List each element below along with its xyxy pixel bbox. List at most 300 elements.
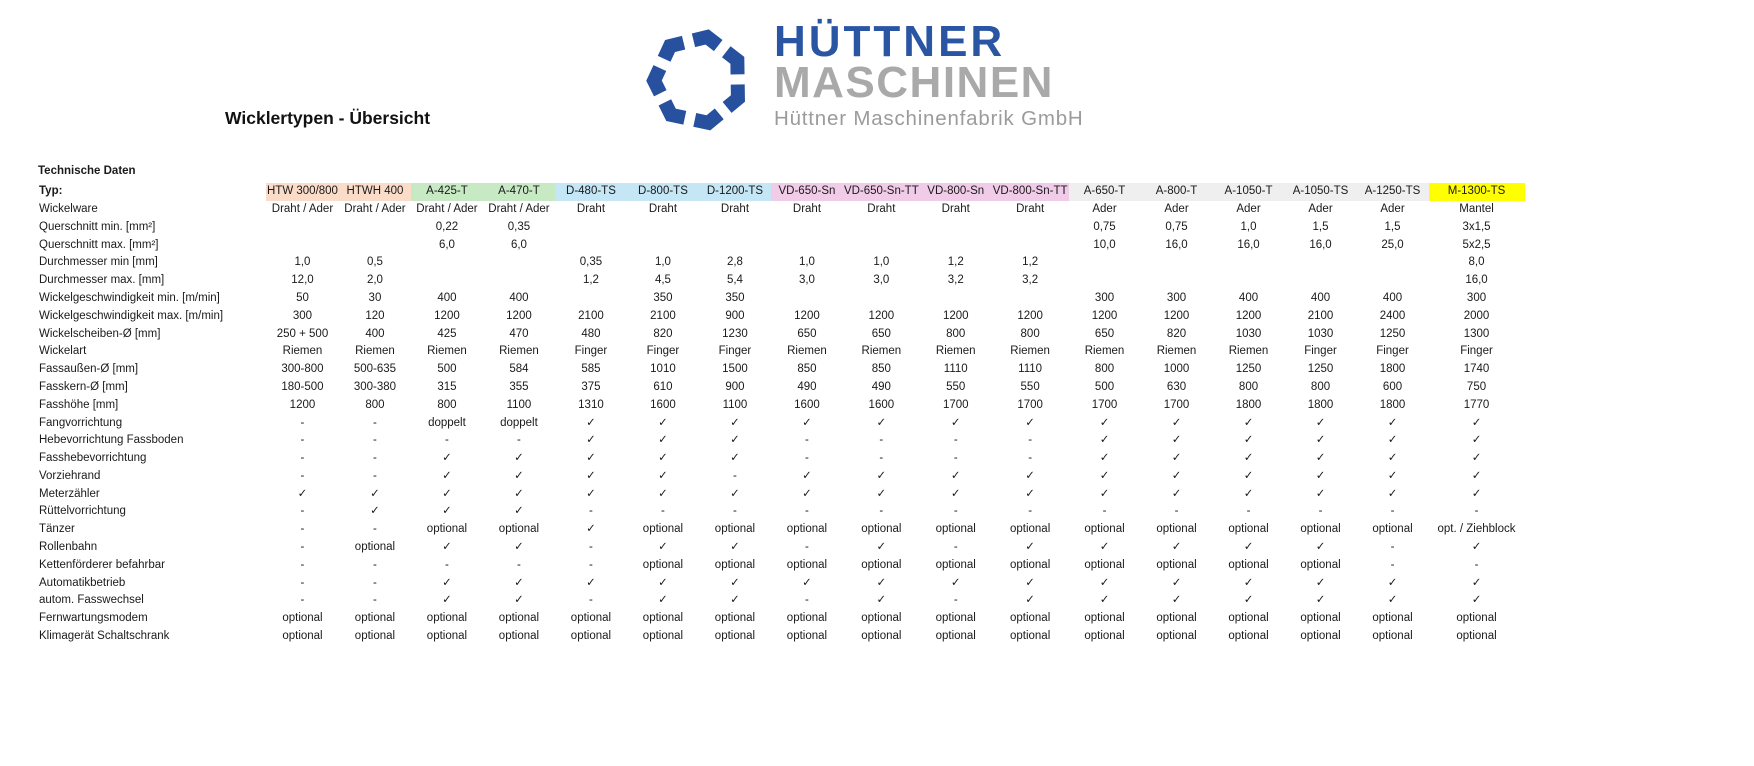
spec-cell: optional: [714, 612, 756, 625]
spec-cell: ✓: [1243, 469, 1254, 482]
spec-cell: 800: [1094, 363, 1115, 376]
column-header-vd-650-sn-tt: VD-650-Sn-TT: [843, 183, 920, 201]
spec-cell: 1,0: [294, 256, 311, 269]
spec-cell: ✓: [1171, 434, 1182, 447]
spec-cell: 470: [509, 327, 529, 340]
spec-cell: ✓: [1025, 487, 1035, 500]
column-header-m-1300-ts: M-1300-TS: [1429, 183, 1525, 201]
spec-cell: 550: [946, 380, 966, 393]
spec-cell: -: [300, 523, 305, 536]
column-header-vd-800-sn: VD-800-Sn: [920, 183, 992, 201]
spec-cell: optional: [642, 612, 684, 625]
spec-cell: Draht / Ader: [488, 202, 550, 215]
spec-cell: ✓: [658, 487, 668, 500]
spec-cell: 1110: [1018, 363, 1043, 376]
spec-cell: 400: [1382, 291, 1403, 304]
spec-cell: optional: [786, 612, 828, 625]
spec-cell: 6,0: [438, 238, 455, 251]
spec-cell: optional: [354, 630, 396, 643]
spec-cell: 1030: [1307, 327, 1334, 340]
spec-cell: ✓: [1243, 576, 1254, 589]
spec-cell: [627, 236, 699, 254]
spec-cell: 800: [365, 398, 385, 411]
spec-cell: -: [589, 541, 593, 554]
spec-cell: ✓: [442, 541, 452, 554]
spec-cell: ✓: [876, 416, 887, 429]
spec-cell: 0,75: [1165, 220, 1188, 233]
spec-cell: 800: [1238, 380, 1259, 393]
table-row-autom-fasswechsel: [38, 592, 1525, 610]
spec-cell: [992, 219, 1069, 237]
spec-cell: ✓: [1471, 416, 1482, 429]
spec-cell: -: [300, 558, 305, 571]
spec-cell: ✓: [297, 487, 308, 500]
spec-cell: 0,5: [366, 256, 383, 269]
spec-cell: ✓: [950, 469, 961, 482]
spec-cell: Riemen: [499, 345, 539, 358]
row-label: Wickelscheiben-Ø [mm]: [39, 327, 161, 340]
spec-cell: -: [300, 452, 305, 465]
spec-cell: ✓: [1171, 594, 1182, 607]
column-header-d-1200-ts: D-1200-TS: [699, 183, 771, 201]
spec-cell: Riemen: [1084, 345, 1125, 358]
spec-cell: Riemen: [861, 345, 902, 358]
spec-cell: 300: [1466, 291, 1487, 304]
spec-cell: -: [373, 523, 377, 536]
row-label: Durchmesser max. [mm]: [39, 274, 165, 287]
spec-cell: ✓: [1171, 469, 1182, 482]
table-row-fasskern-mm: [38, 379, 1525, 397]
logo-line2: MASCHINEN: [774, 58, 1054, 107]
spec-cell: 500-635: [353, 363, 397, 376]
spec-cell: Ader: [1380, 202, 1405, 215]
logo-text: [774, 17, 1084, 131]
spec-cell: -: [300, 434, 305, 447]
spec-cell: ✓: [442, 594, 452, 607]
spec-cell: optional: [935, 630, 976, 643]
spec-cell: -: [953, 541, 958, 554]
spec-cell: ✓: [1243, 434, 1254, 447]
spec-cell: ✓: [802, 469, 812, 482]
spec-cell: optional: [498, 523, 540, 536]
column-header-a-425-t: A-425-T: [411, 183, 483, 201]
spec-cell: [843, 219, 920, 237]
spec-cell: ✓: [442, 576, 452, 589]
spec-cell: -: [1028, 452, 1033, 465]
spec-cell: [1069, 272, 1141, 290]
spec-cell: -: [589, 505, 593, 518]
spec-cell: [555, 290, 627, 308]
spec-cell: 1,2: [582, 274, 599, 287]
spec-cell: 375: [581, 380, 601, 393]
spec-cell: 400: [1238, 291, 1259, 304]
spec-cell: ✓: [1099, 541, 1110, 554]
spec-cell: 2000: [1463, 309, 1490, 322]
spec-cell: ✓: [876, 594, 887, 607]
spec-cell: ✓: [1171, 416, 1182, 429]
spec-cell: ✓: [514, 541, 524, 554]
spec-cell: 5x2,5: [1462, 238, 1491, 251]
spec-cell: ✓: [730, 416, 740, 429]
spec-cell: optional: [1300, 558, 1341, 571]
spec-cell: ✓: [514, 594, 524, 607]
spec-cell: 800: [1310, 380, 1331, 393]
spec-cell: ✓: [586, 576, 596, 589]
spec-cell: ✓: [730, 487, 740, 500]
spec-cell: 12,0: [291, 274, 314, 287]
spec-cell: -: [879, 505, 884, 518]
page-title: Wicklertypen - Übersicht: [225, 108, 431, 128]
spec-cell: optional: [1372, 612, 1413, 625]
spec-cell: -: [373, 434, 377, 447]
spec-cell: -: [805, 452, 809, 465]
table-row-querschnitt-min-mm: [38, 219, 1525, 237]
table-row-r-ttelvorrichtung: [38, 503, 1525, 521]
spec-cell: 1310: [578, 398, 604, 411]
spec-cell: 16,0: [1309, 238, 1332, 251]
spec-cell: ✓: [802, 576, 812, 589]
spec-cell: 800: [1020, 327, 1040, 340]
table-row-querschnitt-max-mm: [38, 236, 1525, 254]
spec-cell: optional: [1009, 558, 1051, 571]
spec-cell: optional: [1009, 630, 1051, 643]
spec-cell: ✓: [1099, 576, 1110, 589]
spec-cell: 600: [1382, 380, 1403, 393]
spec-cell: 1200: [794, 309, 820, 322]
spec-cell: ✓: [1025, 416, 1035, 429]
spec-cell: ✓: [1387, 594, 1398, 607]
spec-cell: [266, 236, 339, 254]
table-row-wickelgeschwindigkeit-min-m-min: [38, 290, 1525, 308]
spec-cell: ✓: [1315, 576, 1326, 589]
table-row-fassh-he-mm: [38, 397, 1525, 415]
spec-cell: ✓: [514, 487, 524, 500]
spec-cell: 2,0: [366, 274, 383, 287]
spec-cell: ✓: [1025, 469, 1035, 482]
spec-cell: optional: [642, 523, 684, 536]
spec-cell: -: [445, 558, 449, 571]
spec-cell: Riemen: [935, 345, 976, 358]
spec-cell: -: [300, 576, 305, 589]
row-label: Wickelgeschwindigkeit max. [m/min]: [39, 309, 224, 322]
spec-cell: [483, 254, 555, 272]
spec-cell: 650: [871, 327, 891, 340]
spec-cell: 820: [653, 327, 673, 340]
spec-cell: [1141, 254, 1213, 272]
type-row-label: Typ:: [39, 185, 63, 198]
row-label: Fangvorrichtung: [39, 416, 123, 429]
spec-cell: 300: [1094, 291, 1115, 304]
spec-cell: 16,0: [1165, 238, 1188, 251]
spec-cell: 1600: [650, 398, 676, 411]
spec-cell: 1250: [1307, 363, 1334, 376]
spec-cell: optional: [1084, 558, 1125, 571]
spec-cell: ✓: [658, 541, 668, 554]
spec-cell: ✓: [1471, 434, 1482, 447]
spec-cell: 1250: [1235, 363, 1262, 376]
spec-cell: ✓: [514, 505, 524, 518]
spec-cell: optional: [426, 630, 468, 643]
column-header-a-1250-ts: A-1250-TS: [1357, 183, 1429, 201]
spec-cell: -: [805, 594, 809, 607]
spec-cell: optional: [1456, 612, 1497, 625]
spec-cell: 850: [871, 363, 891, 376]
spec-cell: Finger: [1460, 345, 1493, 358]
spec-cell: ✓: [370, 505, 380, 518]
row-label: Wickelart: [39, 345, 87, 358]
spec-cell: 300: [1166, 291, 1187, 304]
spec-cell: ✓: [876, 541, 887, 554]
spec-cell: Mantel: [1459, 202, 1494, 215]
spec-cell: 1700: [942, 398, 969, 411]
row-label: Fernwartungsmodem: [39, 612, 148, 625]
spec-cell: ✓: [950, 576, 961, 589]
spec-cell: optional: [426, 612, 468, 625]
spec-cell: ✓: [1315, 416, 1326, 429]
spec-cell: optional: [935, 612, 976, 625]
spec-cell: -: [373, 594, 377, 607]
row-label: Automatikbetrieb: [39, 576, 126, 589]
table-row-meterz-hler: [38, 486, 1525, 504]
spec-cell: optional: [498, 612, 540, 625]
spec-cell: [627, 219, 699, 237]
spec-cell: ✓: [1315, 594, 1326, 607]
spec-cell: ✓: [658, 594, 668, 607]
spec-cell: optional: [1228, 612, 1269, 625]
spec-cell: -: [300, 505, 305, 518]
spec-cell: Draht / Ader: [271, 202, 334, 215]
spec-cell: 1600: [794, 398, 820, 411]
row-label: Hebevorrichtung Fassboden: [39, 434, 184, 447]
spec-cell: -: [1028, 505, 1033, 518]
spec-cell: Ader: [1164, 202, 1189, 215]
table-row-fassau-en-mm: [38, 361, 1525, 379]
row-label: autom. Fasswechsel: [39, 594, 144, 607]
spec-cell: ✓: [876, 469, 887, 482]
spec-cell: optional: [642, 558, 684, 571]
logo-tagline: Hüttner Maschinenfabrik GmbH: [774, 106, 1084, 130]
spec-cell: ✓: [950, 416, 961, 429]
table-row-rollenbahn: [38, 539, 1525, 557]
spec-cell: Draht: [792, 202, 822, 215]
spec-cell: 2100: [650, 309, 676, 322]
spec-cell: optional: [1372, 630, 1413, 643]
spec-cell: optional: [426, 523, 468, 536]
spec-cell: 900: [725, 380, 745, 393]
spec-cell: ✓: [658, 576, 668, 589]
spec-cell: Riemen: [427, 345, 467, 358]
spec-cell: -: [1474, 505, 1479, 518]
spec-cell: [1141, 272, 1213, 290]
spec-cell: -: [517, 558, 521, 571]
spec-cell: 400: [437, 291, 457, 304]
spec-cell: Riemen: [787, 345, 827, 358]
spec-cell: optional: [714, 523, 756, 536]
table-row-wickelart: [38, 343, 1525, 361]
company-logo: [642, 17, 1084, 140]
spec-cell: optional: [935, 523, 976, 536]
spec-cell: -: [805, 541, 809, 554]
spec-cell: [699, 236, 771, 254]
type-header-row: [38, 183, 1525, 201]
spec-cell: optional: [1156, 612, 1197, 625]
spec-cell: Draht / Ader: [416, 202, 478, 215]
spec-cell: -: [589, 558, 593, 571]
spec-cell: 490: [797, 380, 817, 393]
spec-cell: -: [1390, 541, 1395, 554]
spec-cell: [1213, 272, 1285, 290]
spec-cell: optional: [1228, 630, 1269, 643]
spec-cell: ✓: [586, 434, 596, 447]
spec-cell: -: [953, 594, 958, 607]
row-label: Meterzähler: [39, 487, 100, 500]
spec-cell: 750: [1466, 380, 1487, 393]
spec-cell: optional: [282, 612, 323, 625]
spec-cell: optional: [1300, 630, 1341, 643]
logo-knot-icon: [642, 20, 754, 140]
table-row-hebevorrichtung-fassboden: [38, 432, 1525, 450]
spec-cell: optional: [354, 541, 396, 554]
spec-cell: 6,0: [510, 238, 527, 251]
spec-cell: optional: [1156, 523, 1197, 536]
spec-cell: 2400: [1379, 309, 1406, 322]
spec-cell: Draht: [1016, 202, 1045, 215]
spec-cell: ✓: [1243, 487, 1254, 500]
table-row-klimager-t-schaltschrank: [38, 628, 1525, 646]
spec-cell: ✓: [1315, 487, 1326, 500]
spec-cell: opt. / Ziehblock: [1437, 523, 1516, 536]
spec-cell: ✓: [1471, 487, 1482, 500]
spec-cell: 1100: [506, 398, 532, 411]
spec-cell: 1,0: [1240, 220, 1257, 233]
spec-cell: -: [373, 452, 377, 465]
spec-cell: Ader: [1308, 202, 1333, 215]
spec-cell: Draht / Ader: [344, 202, 406, 215]
spec-cell: 610: [653, 380, 673, 393]
spec-cell: ✓: [658, 469, 668, 482]
spec-cell: 1800: [1379, 363, 1406, 376]
spec-cell: ✓: [1471, 594, 1482, 607]
spec-cell: ✓: [730, 434, 740, 447]
row-label: Rüttelvorrichtung: [39, 505, 126, 518]
spec-cell: ✓: [1315, 469, 1326, 482]
spec-cell: 1250: [1379, 327, 1406, 340]
spec-cell: 400: [1310, 291, 1331, 304]
spec-cell: 1200: [1017, 309, 1043, 322]
spec-cell: -: [373, 469, 377, 482]
spec-cell: ✓: [586, 487, 596, 500]
spec-cell: -: [300, 541, 305, 554]
spec-cell: Draht: [648, 202, 678, 215]
spec-cell: Draht: [867, 202, 896, 215]
spec-cell: [1285, 272, 1357, 290]
spec-cell: -: [733, 505, 737, 518]
spec-cell: 1700: [1091, 398, 1118, 411]
spec-cell: -: [1174, 505, 1179, 518]
spec-cell: 3,2: [1022, 274, 1039, 287]
spec-cell: ✓: [1243, 416, 1254, 429]
spec-cell: 300-380: [353, 380, 397, 393]
spec-cell: 1700: [1163, 398, 1190, 411]
spec-cell: 480: [581, 327, 601, 340]
spec-cell: 1,0: [873, 256, 890, 269]
row-label: Fasshebevorrichtung: [39, 452, 147, 465]
spec-cell: 3,0: [873, 274, 890, 287]
spec-cell: -: [373, 576, 377, 589]
spec-cell: optional: [1009, 523, 1051, 536]
spec-cell: 1110: [943, 363, 968, 376]
spec-cell: 1,5: [1312, 220, 1329, 233]
spec-cell: Ader: [1236, 202, 1261, 215]
spec-cell: Finger: [574, 345, 608, 358]
spec-cell: -: [1390, 558, 1395, 571]
spec-cell: ✓: [514, 469, 524, 482]
spec-cell: ✓: [1025, 541, 1035, 554]
spec-cell: ✓: [1099, 487, 1110, 500]
spec-cell: -: [445, 434, 449, 447]
row-label: Tänzer: [39, 523, 75, 536]
spec-cell: 350: [653, 291, 673, 304]
spec-cell: 120: [365, 309, 385, 322]
spec-cell: ✓: [1099, 434, 1110, 447]
spec-cell: ✓: [1315, 452, 1326, 465]
spec-cell: 1,2: [947, 256, 964, 269]
spec-cell: -: [661, 505, 665, 518]
spec-cell: ✓: [1243, 541, 1254, 554]
spec-cell: optional: [1084, 612, 1125, 625]
spec-cell: 2,8: [726, 256, 743, 269]
spec-cell: optional: [642, 630, 684, 643]
spec-cell: 0,35: [579, 256, 603, 269]
spec-cell: -: [879, 434, 884, 447]
spec-cell: 585: [581, 363, 601, 376]
spec-cell: ✓: [514, 452, 524, 465]
spec-cell: 1800: [1307, 398, 1334, 411]
spec-cell: 1,2: [1022, 256, 1039, 269]
spec-cell: optional: [861, 630, 902, 643]
table-row-fasshebevorrichtung: [38, 450, 1525, 468]
column-header-d-800-ts: D-800-TS: [627, 183, 699, 201]
column-header-a-650-t: A-650-T: [1069, 183, 1141, 201]
spec-cell: [1357, 254, 1429, 272]
spec-cell: ✓: [1471, 452, 1482, 465]
spec-cell: ✓: [1387, 469, 1398, 482]
spec-cell: optional: [786, 630, 828, 643]
spec-cell: 1100: [722, 398, 748, 411]
spec-cell: 584: [509, 363, 529, 376]
spec-cell: [771, 236, 843, 254]
spec-cell: 4,5: [654, 274, 671, 287]
spec-cell: ✓: [802, 416, 812, 429]
column-header-vd-800-sn-tt: VD-800-Sn-TT: [992, 183, 1069, 201]
spec-cell: Riemen: [1156, 345, 1197, 358]
spec-cell: optional: [1084, 630, 1125, 643]
spec-cell: [266, 219, 339, 237]
spec-cell: ✓: [1315, 541, 1326, 554]
spec-cell: 850: [797, 363, 817, 376]
spec-cell: optional: [1300, 612, 1341, 625]
column-header-vd-650-sn: VD-650-Sn: [771, 183, 843, 201]
spec-cell: 1030: [1235, 327, 1262, 340]
spec-cell: -: [589, 594, 593, 607]
spec-cell: 5,4: [726, 274, 743, 287]
spec-cell: [992, 236, 1069, 254]
spec-cell: ✓: [1025, 594, 1035, 607]
spec-cell: Finger: [646, 345, 680, 358]
spec-cell: 820: [1166, 327, 1187, 340]
spec-cell: -: [373, 558, 377, 571]
spec-cell: 1500: [722, 363, 748, 376]
